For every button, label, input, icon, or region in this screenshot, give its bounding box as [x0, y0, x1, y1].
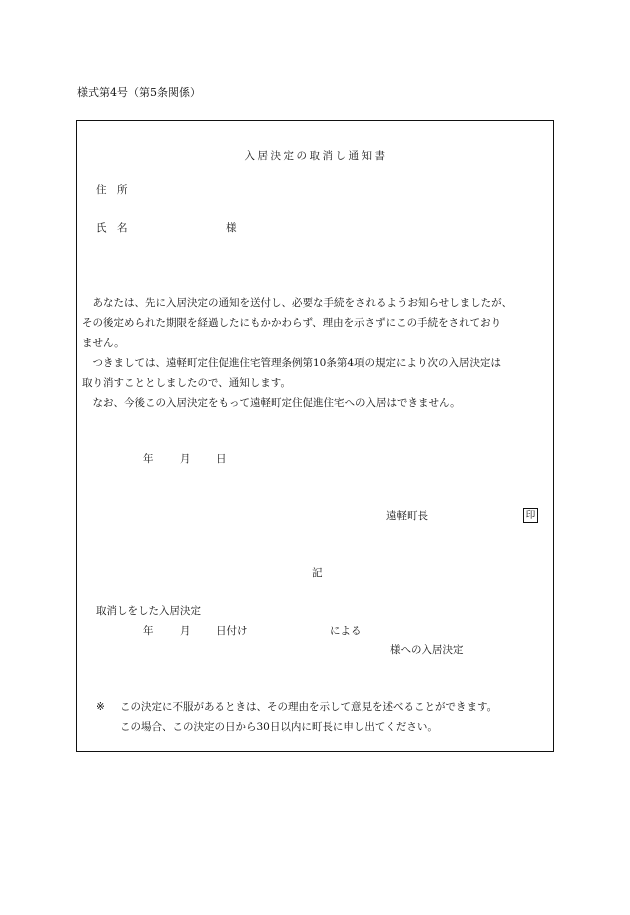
- note-line: この決定に不服があるときは、その理由を示して意見を述べることができます。: [120, 701, 498, 713]
- body-line: あなたは、先に入居決定の通知を送付し、必要な手続をされるようお知らせしましたが、: [82, 297, 513, 309]
- issuer-title: 遠軽町長: [386, 510, 428, 522]
- note-mark: ※: [96, 701, 105, 713]
- cancelled-decision-label: 取消しをした入居決定: [96, 605, 201, 617]
- notice-title: 入居決定の取消し通知書: [244, 150, 388, 162]
- date-month: 月: [180, 453, 191, 465]
- body-line: ません。: [82, 337, 125, 349]
- form-number: 様式第4号（第5条関係）: [77, 86, 201, 99]
- notice-form: [76, 120, 554, 752]
- note-line: この場合、この決定の日から30日以内に町長に申し出てください。: [120, 721, 438, 733]
- body-line: その後定められた期限を経過したにもかかわらず、理由を示さずにこの手続をされており: [82, 317, 502, 329]
- cancelled-year: 年: [143, 625, 154, 637]
- date-year: 年: [143, 453, 154, 465]
- body-line: つきましては、遠軽町定住促進住宅管理条例第10条第4項の規定により次の入居決定は: [82, 357, 502, 369]
- body-line: なお、今後この入居決定をもって遠軽町定住促進住宅への入居はできません。: [82, 397, 461, 409]
- date-day: 日: [216, 453, 227, 465]
- cancelled-day-dated: 日付け: [216, 625, 248, 637]
- name-label: 氏 名: [96, 222, 128, 234]
- body-line: 取り消すこととしましたので、通知します。: [82, 377, 291, 389]
- record-heading: 記: [312, 567, 323, 579]
- address-label: 住 所: [96, 184, 128, 196]
- seal-stamp: 印: [523, 508, 538, 523]
- honorific: 様: [226, 222, 237, 234]
- cancelled-by: による: [330, 625, 362, 637]
- cancelled-decision-suffix: 様への入居決定: [390, 644, 464, 656]
- cancelled-month: 月: [180, 625, 191, 637]
